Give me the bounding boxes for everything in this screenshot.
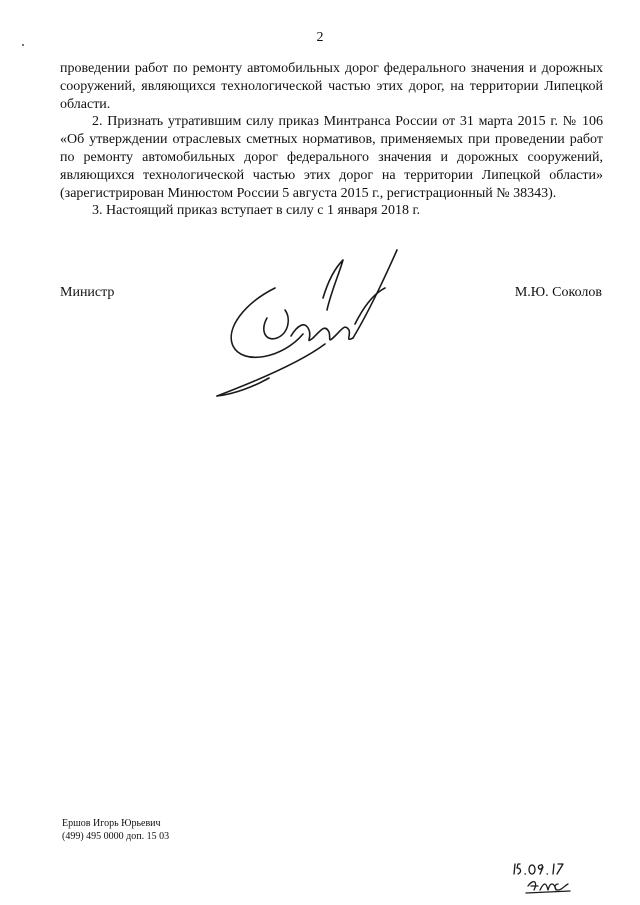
paragraph-item-2: 2. Признать утратившим силу приказ Минтранса России от 31 марта 2015 г. № 106 «Об утверждении отраслевых сметных нормативов, применяемых при проведении работ по ремонту автомобильных дорог федерального значения и дорожных сооружений, являющихся технологической частью этих дорог на территории Липецкой области» (зарегистрирован Минюстом России 5 августа 2015 г., регистрационный № 38343). [60,114,603,201]
handwritten-date-note [510,860,585,896]
paragraph-item-3: 3. Настоящий приказ вступает в силу с 1 января 2018 г. [92,203,421,219]
document-body [60,60,603,220]
signatory-name: М.Ю. Соколов [514,285,602,300]
executor-info [62,817,169,843]
executor-name: Ершов Игорь Юрьевич [62,818,161,829]
handwritten-signature [205,238,415,408]
page-number: 2 [316,30,324,45]
paragraph-continuation: проведении работ по ремонту автомобильных дорог федерального значения и дорожных сооружений, являющихся технологической частью этих дорог, на территории Липецкой области. [60,61,603,112]
signatory-title: Министр [60,285,115,300]
executor-phone: (499) 495 0000 доп. 15 03 [62,831,170,842]
